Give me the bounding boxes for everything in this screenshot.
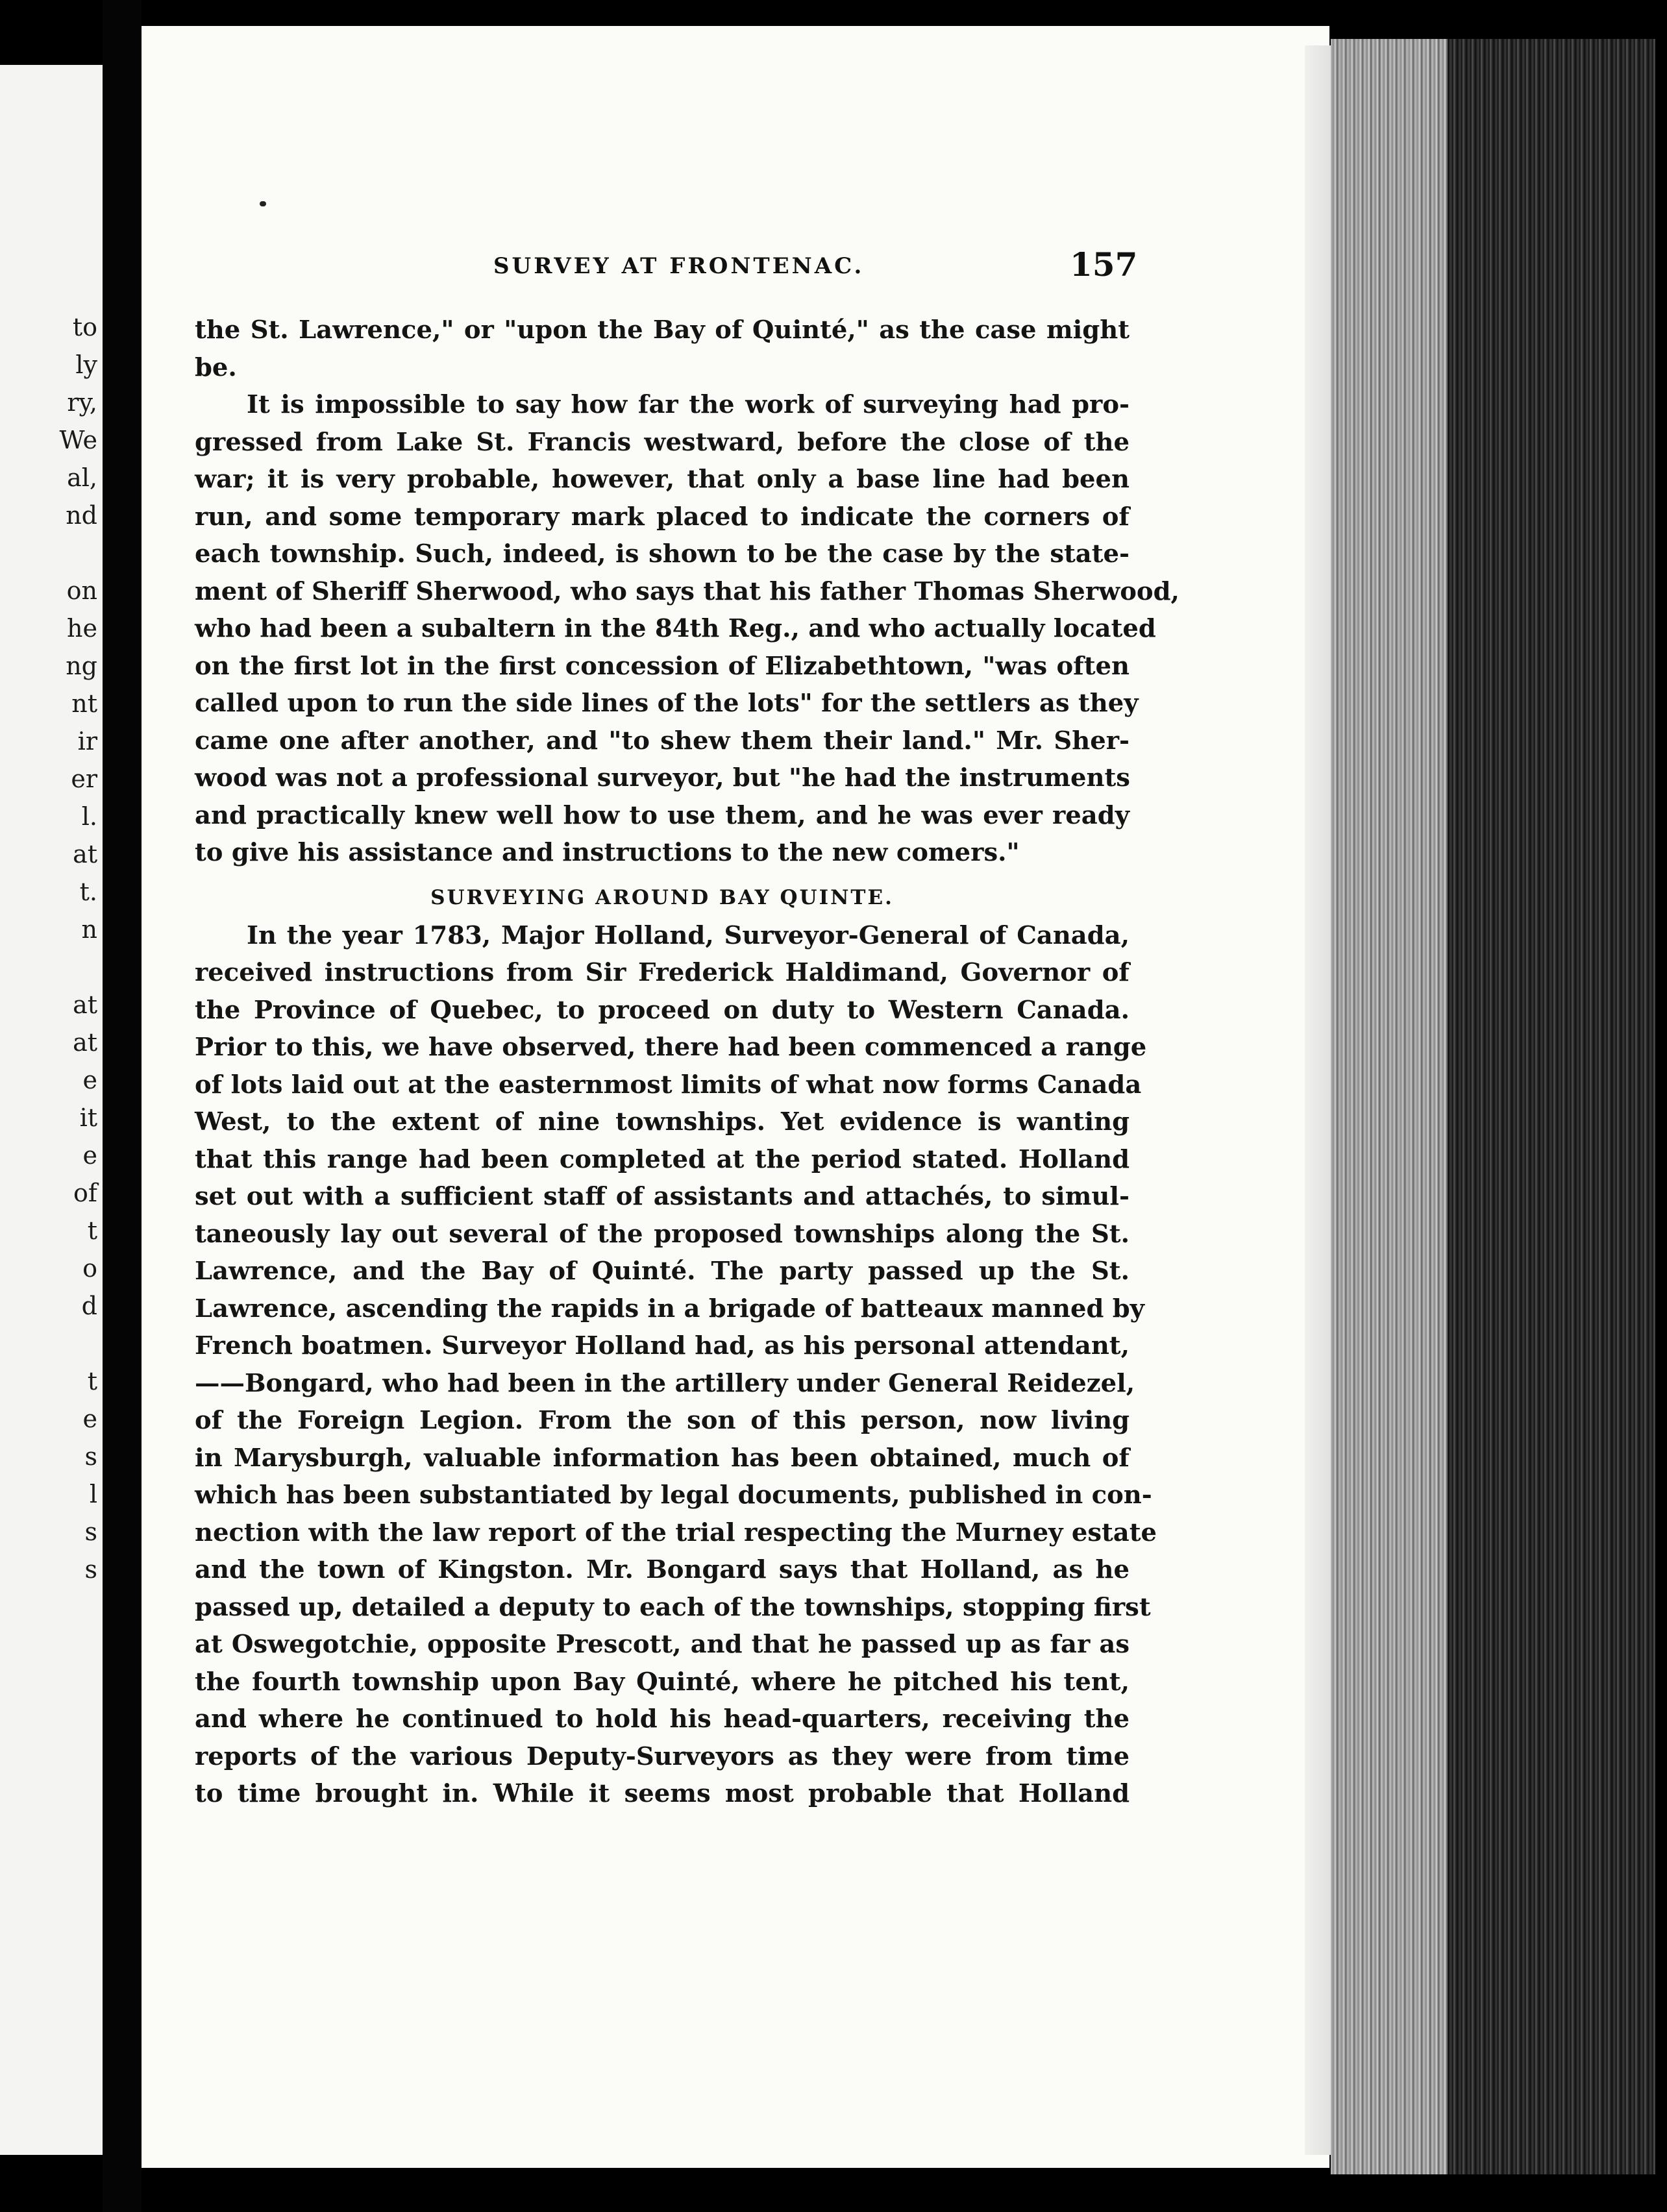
text-line: passed up, detailed a deputy to each of the townships, stopping first: [195, 1592, 1151, 1622]
facing-page-fragment: e: [82, 1066, 97, 1094]
text-line: gressed from Lake St. Francis westward, before the close of the: [195, 427, 1130, 457]
text-line: called upon to run the side lines of the lots" for the settlers as they: [195, 689, 1139, 718]
page-number: 157: [1070, 245, 1138, 284]
text-line: French boatmen. Surveyor Holland had, as his personal attendant,: [195, 1331, 1130, 1360]
text-line: at Oswegotchie, opposite Prescott, and that he passed up as far as: [195, 1630, 1130, 1659]
facing-page-fragment: to: [72, 313, 97, 341]
facing-page-fragment: it: [79, 1103, 97, 1132]
text-line: nection with the law report of the trial respecting the Murney estate: [195, 1518, 1157, 1547]
facing-page-fragment: nd: [66, 501, 97, 530]
text-line: came one after another, and "to shew them their land." Mr. Sher-: [195, 726, 1130, 756]
facing-page-fragment: t: [87, 1216, 97, 1245]
text-line: the Province of Quebec, to proceed on duty to Western Canada.: [195, 995, 1130, 1025]
body-text: [195, 312, 1179, 1813]
facing-page-fragment: [0, 534, 97, 572]
text-line: each township. Such, indeed, is shown to be the case by the state-: [195, 539, 1130, 569]
text-line: be.: [195, 352, 237, 382]
text-line: taneously lay out several of the proposed townships along the St.: [195, 1219, 1130, 1249]
text-line: that this range had been completed at the period stated. Holland: [195, 1144, 1130, 1174]
facing-page-fragment: ry,: [67, 388, 97, 417]
text-line: which has been substantiated by legal documents, published in con-: [195, 1481, 1152, 1510]
paragraph-holland-survey: [195, 917, 1157, 1813]
book-gutter: [103, 0, 142, 2212]
text-line: Lawrence, and the Bay of Quinté. The party passed up the St.: [195, 1257, 1130, 1286]
text-line: the fourth township upon Bay Quinté, where he pitched his tent,: [195, 1667, 1130, 1697]
ink-speck: [260, 201, 266, 206]
facing-page-fragment: at: [73, 990, 97, 1019]
text-line: In the year 1783, Major Holland, Surveyor-General of Canada,: [247, 920, 1130, 950]
text-line: war; it is very probable, however, that only a base line had been: [195, 465, 1130, 494]
facing-page-fragment: ir: [77, 727, 97, 756]
facing-page-fragment: s: [84, 1518, 97, 1546]
text-line: and practically knew well how to use them, and he was ever ready: [195, 800, 1130, 830]
text-line: and where he continued to hold his head-quarters, receiving the: [195, 1704, 1130, 1734]
facing-page-fragment: l: [89, 1480, 97, 1508]
text-line: of lots laid out at the easternmost limits of what now forms Canada: [195, 1070, 1142, 1100]
facing-page-fragment: of: [73, 1179, 97, 1207]
facing-page-text-fragments: [0, 308, 97, 1588]
text-line: on the first lot in the first concession of Elizabethtown, "was often: [195, 651, 1130, 681]
text-line: who had been a subaltern in the 84th Reg., and who actually located: [195, 614, 1156, 643]
facing-page-fragment: t: [87, 1367, 97, 1395]
text-line: in Marysburgh, valuable information has been obtained, much of: [195, 1443, 1130, 1473]
running-header: SURVEY AT FRONTENAC.: [493, 253, 865, 279]
facing-page-fragment: on: [66, 576, 97, 605]
facing-page-fragment: e: [82, 1141, 97, 1170]
facing-page-fragment: e: [82, 1405, 97, 1433]
text-line: Lawrence, ascending the rapids in a brigade of batteaux manned by: [195, 1294, 1145, 1323]
text-line: reports of the various Deputy-Surveyors as they were from time: [195, 1741, 1130, 1771]
text-line: and the town of Kingston. Mr. Bongard says that Holland, as he: [195, 1555, 1130, 1584]
facing-page-fragment: al,: [67, 463, 97, 492]
facing-page-fragment: We: [59, 426, 97, 454]
text-line: set out with a sufficient staff of assistants and attachés, to simul-: [195, 1182, 1130, 1211]
facing-page-fragment: l.: [81, 802, 97, 831]
text-line: to time brought in. While it seems most probable that Holland: [195, 1779, 1130, 1808]
text-line: of the Foreign Legion. From the son of this person, now living: [195, 1406, 1130, 1435]
text-line: ment of Sheriff Sherwood, who says that his father Thomas Sherwood,: [195, 576, 1179, 606]
facing-page-fragment: at: [73, 1028, 97, 1057]
facing-page-fragment: nt: [71, 689, 97, 718]
section-heading: SURVEYING AROUND BAY QUINTE.: [430, 885, 894, 909]
text-line: run, and some temporary mark placed to indicate the corners of: [195, 502, 1130, 532]
page-stack-edges-light: [1331, 39, 1448, 2174]
text-line: West, to the extent of nine townships. Yet evidence is wanting: [195, 1107, 1130, 1137]
facing-page-fragment: ng: [66, 652, 97, 680]
facing-page-fragment: t.: [79, 878, 97, 906]
text-line: Prior to this, we have observed, there had been commenced a range: [195, 1033, 1147, 1062]
facing-page-fragment: s: [84, 1555, 97, 1584]
facing-page-fragment: s: [84, 1442, 97, 1471]
text-line: to give his assistance and instructions to the new comers.": [195, 838, 1020, 867]
facing-page-fragment: er: [71, 765, 97, 793]
facing-page-fragment: o: [82, 1254, 97, 1283]
text-line: the St. Lawrence," or "upon the Bay of Quinté," as the case might: [195, 315, 1130, 345]
text-line: It is impossible to say how far the work of surveying had pro-: [247, 390, 1130, 419]
text-line: wood was not a professional surveyor, but "he had the instruments: [195, 763, 1130, 793]
text-line: ——Bongard, who had been in the artillery under General Reidezel,: [195, 1368, 1135, 1398]
facing-page-fragment: he: [67, 614, 97, 643]
facing-page-fragment: [0, 948, 97, 986]
facing-page-fragment: n: [81, 915, 97, 944]
facing-page-fragment: [0, 1325, 97, 1362]
facing-page-fragment: ly: [75, 350, 97, 379]
paragraph-surveying-progress: [195, 386, 1179, 872]
facing-page-fragment: d: [81, 1292, 97, 1320]
facing-page-fragment: at: [73, 840, 97, 868]
text-line: received instructions from Sir Frederick Haldimand, Governor of: [195, 958, 1130, 987]
